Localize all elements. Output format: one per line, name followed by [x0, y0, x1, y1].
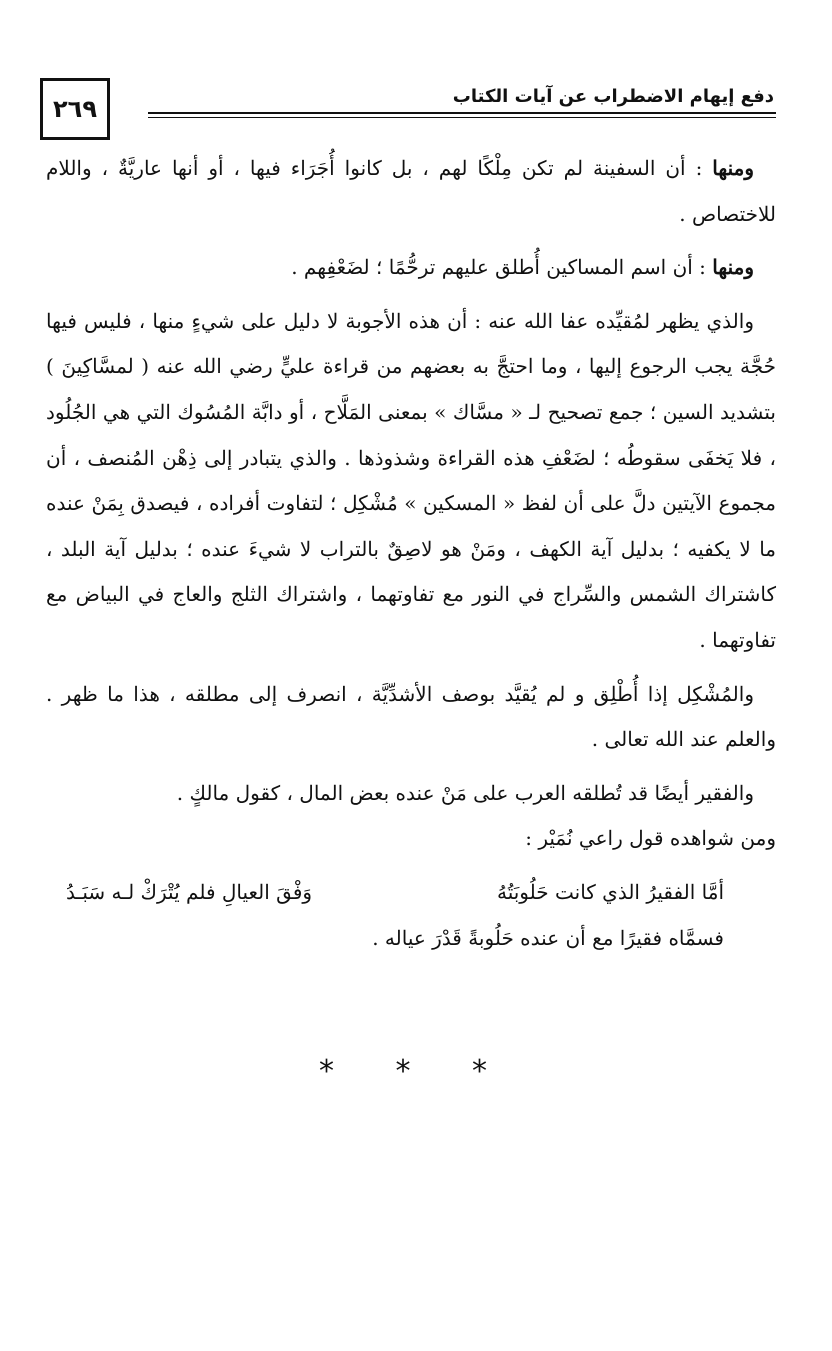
- header-rule-thin: [148, 117, 776, 118]
- header-rule: [148, 112, 776, 114]
- section-separator: * * *: [318, 1054, 514, 1089]
- paragraph-text: والمُشْكِل إذا أُطْلِق و لم يُقيَّد بوصف الأشدِّيَّة ، انصرف إلى مطلقه ، هذا ما ظهر . والعلم عند الله تعالى .: [46, 681, 776, 752]
- paragraph: [46, 245, 776, 291]
- poem-second-hemistich: وَفْقَ العيالِ فلم يُتْرَكْ لـه سَبَـدُ: [66, 879, 313, 904]
- paragraph-text: : أن السفينة لم تكن مِلْكًا لهم ، بل كانوا أُجَرَاء فيها ، أو أنها عاريَّةٌ ، واللام للاختصاص .: [46, 156, 776, 226]
- body-text: [46, 146, 776, 961]
- paragraph-text: : أن اسم المساكين أُطلق عليهم ترحُّمًا ؛ لضَعْفِهم .: [291, 255, 713, 280]
- paragraph: [46, 146, 776, 237]
- paragraph-lead: ومنها: [712, 255, 754, 280]
- poem-first-hemistich: أمَّا الفقيرُ الذي كانت حَلُوبَتُهُ: [496, 879, 724, 904]
- paragraph: [46, 672, 776, 763]
- poem-intro: ومن شواهده قول راعي نُمَيْر :: [525, 826, 776, 851]
- paragraph: [46, 299, 776, 664]
- paragraph-text: والفقير أيضًا قد تُطلقه العرب على مَنْ عنده بعض المال ، كقول مالكٍ .: [176, 780, 754, 805]
- paragraph-text: والذي يظهر لمُقيِّده عفا الله عنه : أن هذه الأجوبة لا دليل على شيءٍ منها ، فليس فيها حُجَّة يجب الرجوع إليها ، وما احتجَّ به بعضهم من قراءة عليٍّ رضي الله عنه ( لمسَّاكِينَ ) بتشديد السين ؛ جمع تصحيح لـ « مسَّاك » بمعنى المَلَّاح ، أو دابَّة المُسُوك التي هي الجُلُود ، فلا يَخفَى سقوطُه ؛ لضَعْفِ هذه القراءة وشذوذها . والذي يتبادر إلى ذِهْن المُنصف ، أن مجموع الآيتين دلَّ على أن لفظ « المسكين » مُشْكِل ؛ لتفاوت أفراده ، فيصدق بِمَنْ عنده ما لا يكفيه ؛ بدليل آية الكهف ، ومَنْ هو لاصِقٌ بالتراب لا شيءَ عنده ؛ بدليل آية البلد ، كاشتراك الشمس والسِّراج في النور مع تفاوتهما ، واشتراك الثلج والعاج في البياض مع تفاوتهما .: [46, 308, 776, 652]
- running-head: دفع إيهام الاضطراب عن آيات الكتاب: [452, 86, 774, 107]
- paragraph-lead: ومنها: [712, 156, 754, 180]
- page-number: ٢٦٩: [40, 78, 110, 140]
- poem-commentary: فسمَّاه فقيرًا مع أن عنده حَلُوبةً قَدْرَ عياله .: [372, 925, 724, 950]
- paragraph: [46, 771, 776, 817]
- poem-verse: [46, 870, 776, 916]
